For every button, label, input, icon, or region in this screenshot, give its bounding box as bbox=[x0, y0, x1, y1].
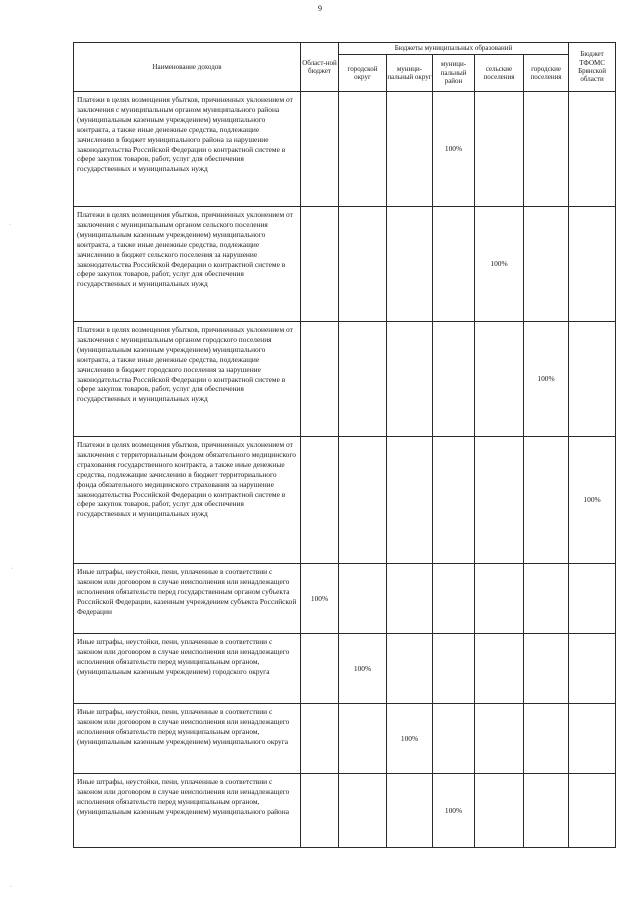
pct-cell-regional: 100% bbox=[301, 564, 339, 634]
pct-cell-municipal-area bbox=[433, 437, 475, 564]
header-urban-settlements: городские поселения bbox=[524, 55, 569, 92]
table-row bbox=[74, 634, 616, 704]
table-row bbox=[74, 564, 616, 634]
pct-cell-urban bbox=[524, 437, 569, 564]
pct-cell-tfoms bbox=[569, 774, 616, 848]
pct-cell-rural bbox=[475, 322, 524, 437]
pct-cell-tfoms bbox=[569, 704, 616, 774]
pct-cell-municipal-area: 100% bbox=[433, 92, 475, 207]
table-row bbox=[74, 774, 616, 848]
revenue-name-cell: Иные штрафы, неустойки, пени, уплаченные в соответствии с законом или договором в случае неисполнения или ненадлежащего исполнения обязательств перед муниципальным органом, (муниципальным казенным учреждением) городского округа bbox=[74, 634, 301, 704]
pct-cell-tfoms bbox=[569, 207, 616, 322]
pct-cell-rural bbox=[475, 634, 524, 704]
pct-cell-municipal-area: 100% bbox=[433, 774, 475, 848]
header-rural-settlements: сельские поселения bbox=[475, 55, 524, 92]
pct-cell-tfoms bbox=[569, 634, 616, 704]
header-regional-budget: Област-ной бюджет bbox=[301, 43, 339, 92]
scan-speck: · bbox=[9, 222, 11, 228]
pct-cell-municipal-district bbox=[387, 774, 433, 848]
pct-cell-rural bbox=[475, 92, 524, 207]
table-row bbox=[74, 704, 616, 774]
table-row bbox=[74, 322, 616, 437]
pct-cell-municipal-district bbox=[387, 564, 433, 634]
revenue-name-cell: Платежи в целях возмещения убытков, причиненных уклонением от заключения с территориальным фондом обязательного медицинского страхования государственного контракта, а также иные денежные средства, подлежащие зачислению в бюджет территориального фонда обязательного медицинского страхования за нарушение законодательства Российской Федерации о контрактной системе в сфере закупок товаров, работ, услуг для обеспечения государственных и муниципальных нужд bbox=[74, 437, 301, 564]
pct-cell-rural bbox=[475, 774, 524, 848]
revenue-distribution-table bbox=[73, 42, 616, 848]
pct-cell-city-district bbox=[339, 437, 387, 564]
revenue-name-cell: Платежи в целях возмещения убытков, причиненных уклонением от заключения с муниципальным органом муниципального района (муниципальным казенным учреждением) муниципального контракта, а также иные денежные средства, подлежащие зачислению в бюджет муниципального района за нарушение законодательства Российской Федерации о контрактной системе в сфере закупок товаров, работ, услуг для обеспечения государственных и муниципальных нужд bbox=[74, 92, 301, 207]
pct-cell-city-district bbox=[339, 322, 387, 437]
pct-cell-tfoms bbox=[569, 564, 616, 634]
pct-cell-city-district bbox=[339, 774, 387, 848]
pct-cell-regional bbox=[301, 774, 339, 848]
pct-cell-urban bbox=[524, 564, 569, 634]
scan-speck: · bbox=[11, 566, 13, 572]
pct-cell-municipal-area bbox=[433, 207, 475, 322]
pct-cell-municipal-district bbox=[387, 634, 433, 704]
pct-cell-rural bbox=[475, 564, 524, 634]
pct-cell-rural bbox=[475, 704, 524, 774]
pct-cell-municipal-area bbox=[433, 634, 475, 704]
pct-cell-city-district: 100% bbox=[339, 634, 387, 704]
pct-cell-city-district bbox=[339, 704, 387, 774]
revenue-name-cell: Платежи в целях возмещения убытков, причиненных уклонением от заключения с муниципальным органом сельского поселения (муниципальным казенным учреждением) муниципального контракта, а также иные денежные средства, подлежащие зачислению в бюджет сельского поселения за нарушение законодательства Российской Федерации о контрактной системе в сфере закупок товаров, работ, услуг для обеспечения государственных и муниципальных нужд bbox=[74, 207, 301, 322]
pct-cell-regional bbox=[301, 322, 339, 437]
pct-cell-urban bbox=[524, 207, 569, 322]
pct-cell-city-district bbox=[339, 564, 387, 634]
table-row bbox=[74, 437, 616, 564]
pct-cell-regional bbox=[301, 634, 339, 704]
pct-cell-municipal-district bbox=[387, 322, 433, 437]
pct-cell-urban bbox=[524, 92, 569, 207]
header-revenue-name: Наименование доходов bbox=[74, 43, 301, 92]
pct-cell-city-district bbox=[339, 207, 387, 322]
page-number: 9 bbox=[318, 4, 322, 13]
pct-cell-regional bbox=[301, 92, 339, 207]
pct-cell-urban bbox=[524, 774, 569, 848]
revenue-name-cell: Платежи в целях возмещения убытков, причиненных уклонением от заключения с муниципальным органом городского поселения (муниципальным казенным учреждением) муниципального контракта, а также иные денежные средства, подлежащие зачислению в бюджет городского поселения за нарушение законодательства Российской Федерации о контрактной системе в сфере закупок товаров, работ, услуг для обеспечения государственных и муниципальных нужд bbox=[74, 322, 301, 437]
revenue-name-cell: Иные штрафы, неустойки, пени, уплаченные в соответствии с законом или договором в случае неисполнения или ненадлежащего исполнения обязательств перед государственным органом субъекта Российской Федерации, казенным учреждением субъекта Российской Федерации bbox=[74, 564, 301, 634]
pct-cell-urban: 100% bbox=[524, 322, 569, 437]
pct-cell-municipal-district bbox=[387, 437, 433, 564]
header-municipal-district: муници-пальный округ bbox=[387, 55, 433, 92]
header-city-district: городской округ bbox=[339, 55, 387, 92]
header-municipal-budgets: Бюджеты муниципальных образований bbox=[339, 43, 569, 55]
pct-cell-rural: 100% bbox=[475, 207, 524, 322]
pct-cell-tfoms bbox=[569, 92, 616, 207]
pct-cell-municipal-area bbox=[433, 322, 475, 437]
pct-cell-rural bbox=[475, 437, 524, 564]
scan-speck: · bbox=[10, 884, 12, 890]
pct-cell-regional bbox=[301, 207, 339, 322]
table-row bbox=[74, 207, 616, 322]
pct-cell-municipal-district: 100% bbox=[387, 704, 433, 774]
header-municipal-area: муници-пальный район bbox=[433, 55, 475, 92]
revenue-name-cell: Иные штрафы, неустойки, пени, уплаченные в соответствии с законом или договором в случае неисполнения или ненадлежащего исполнения обязательств перед муниципальным органом, (муниципальным казенным учреждением) муниципального района bbox=[74, 774, 301, 848]
pct-cell-municipal-area bbox=[433, 704, 475, 774]
pct-cell-tfoms bbox=[569, 322, 616, 437]
pct-cell-urban bbox=[524, 634, 569, 704]
pct-cell-city-district bbox=[339, 92, 387, 207]
pct-cell-municipal-area bbox=[433, 564, 475, 634]
table-row bbox=[74, 92, 616, 207]
revenue-name-cell: Иные штрафы, неустойки, пени, уплаченные в соответствии с законом или договором в случае неисполнения или ненадлежащего исполнения обязательств перед муниципальным органом, (муниципальным казенным учреждением) муниципального округа bbox=[74, 704, 301, 774]
table-body bbox=[74, 92, 616, 848]
header-tfoms-budget: Бюджет ТФОМС Брянской области bbox=[569, 43, 616, 92]
pct-cell-tfoms: 100% bbox=[569, 437, 616, 564]
pct-cell-urban bbox=[524, 704, 569, 774]
pct-cell-municipal-district bbox=[387, 207, 433, 322]
pct-cell-municipal-district bbox=[387, 92, 433, 207]
pct-cell-regional bbox=[301, 437, 339, 564]
pct-cell-regional bbox=[301, 704, 339, 774]
